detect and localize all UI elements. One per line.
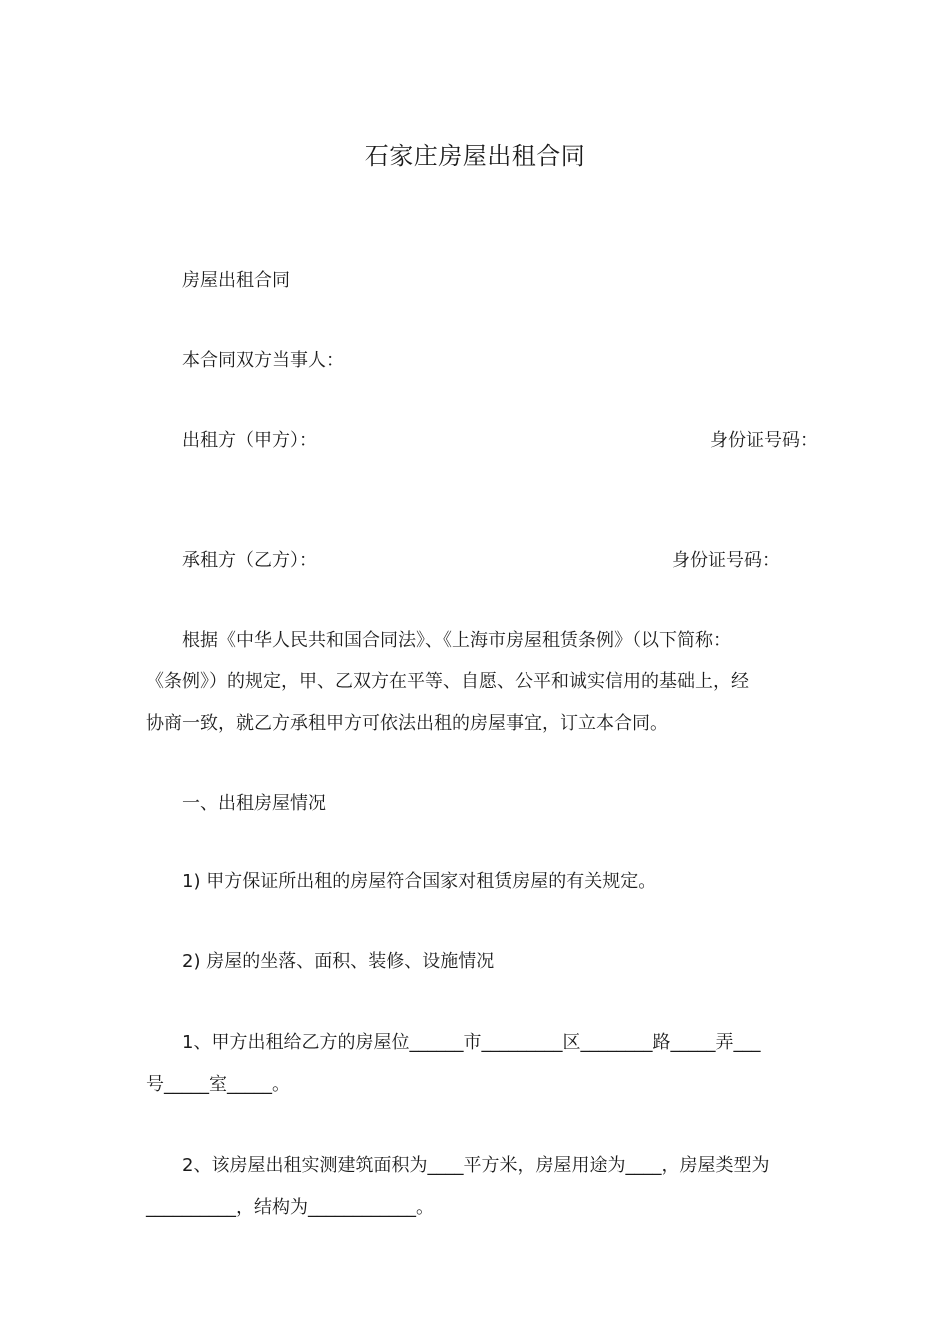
section-1-title: 一、出租房屋情况 <box>182 793 326 814</box>
item-2: 2) 房屋的坐落、面积、装修、设施情况 <box>182 951 495 972</box>
clause-2-line-1: 2、该房屋出租实测建筑面积为____平方米，房屋用途为____，房屋类型为 <box>182 1155 770 1176</box>
preamble-line-1: 根据《中华人民共和国合同法》、《上海市房屋租赁条例》（以下简称： <box>182 630 731 651</box>
preamble-line-2: 《条例》）的规定，甲、乙双方在平等、自愿、公平和诚实信用的基础上，经 <box>146 671 749 692</box>
document-title: 石家庄房屋出租合同 <box>364 142 586 170</box>
parties-intro: 本合同双方当事人： <box>182 350 344 371</box>
clause-1-line-2: 号_____室_____。 <box>146 1074 290 1095</box>
lessor-id-label: 身份证号码： <box>710 430 818 451</box>
item-1: 1) 甲方保证所出租的房屋符合国家对租赁房屋的有关规定。 <box>182 871 657 892</box>
lessee-id-label: 身份证号码： <box>672 550 780 571</box>
clause-1-line-1: 1、甲方出租给乙方的房屋位______市_________区________路_____弄___ <box>182 1032 761 1053</box>
contract-heading: 房屋出租合同 <box>182 270 290 291</box>
lessee-label: 承租方（乙方）： <box>182 550 317 571</box>
clause-2-line-2: __________，结构为____________。 <box>146 1197 434 1218</box>
preamble-line-3: 协商一致，就乙方承租甲方可依法出租的房屋事宜，订立本合同。 <box>146 713 668 734</box>
lessor-label: 出租方（甲方）： <box>182 430 317 451</box>
